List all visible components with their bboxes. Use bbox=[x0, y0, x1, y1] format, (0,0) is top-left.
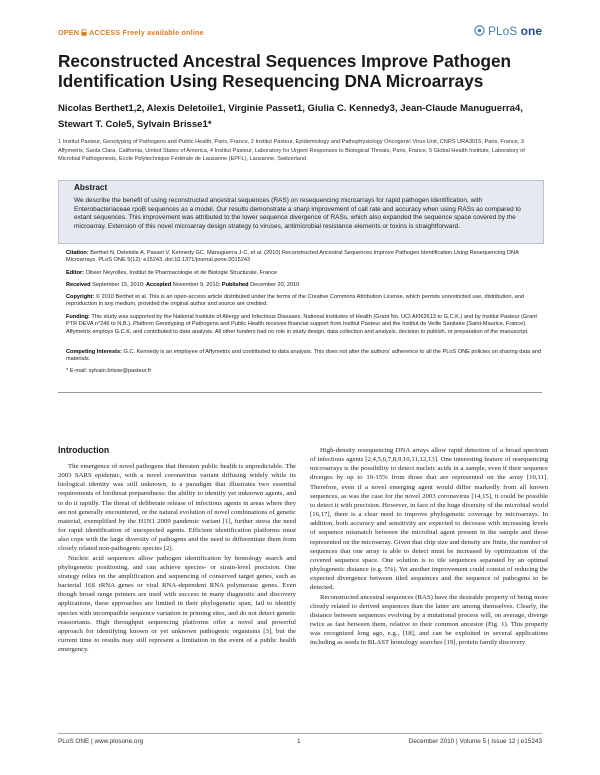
funding-line: Funding: This study was supported by the National Institute of Allergy and Infectious Diseases, National Institutes of Health (Grant No. UCI AI062613 to G.C.K.) and by Institut Pasteur (Grant PTR DEVA n°246 to N.B.). Platform Genotyping of Pathogens and Public Health receives financial support from Institut Pasteur and the Institut de Veille Sanitaire (Saint-Maurice, France). Affymetrix employs G.C.K. and contributed to data analysis. All other funders had no role in study design, data collection and analysis, decision to publish, or preparation of the manuscript. bbox=[66, 314, 537, 335]
citation-line: Citation: Berthet N, Deletoile A, Passet V, Kennedy GC, Manuguerra J-C, et al. (2010) Reconstructed Ancestral Sequences Improve Pathogen Identification Using Resequencing DNA Microarrays. PLoS ONE 5(12): e15243. doi:10.1371/journal.pone.0015243 bbox=[66, 250, 519, 264]
meta-divider bbox=[58, 392, 542, 393]
paragraph: The emergence of novel pathogens that threaten public health is unpredictable. The 2003 SARS epidemic, with a novel coronavirus variant diffusing widely while its biological identity was still unknown, is a paradigm that illustrates two essential requirements of biothreat preparedness: the ability to identify yet unknown agents, and to do it rapidly. The threat of deliberate release of infectious agents in areas where they are not generally encountered, or the natural evolution of novel combinations of genetic material, exemplified by the H1N1 2009 pandemic variant [1], further stress the need for rapid identification of unexpected agents. Efficient identification platforms must also cope with the large diversity of pathogens and the need to differentiate them from closely related non-pathogenic species [2]. bbox=[58, 463, 296, 553]
footer-page-number: 1 bbox=[297, 738, 301, 745]
intro-right-column bbox=[310, 446, 548, 647]
author-list: Nicolas Berthet1,2, Alexis Deletoile1, Virginie Passet1, Giulia C. Kennedy3, Jean-Claude Manuguerra4, Stewart T. Cole5, Sylvain Brisse1* bbox=[58, 103, 523, 130]
copyright-line: Copyright: © 2010 Berthet et al. This is an open-access article distributed under the terms of the Creative Commons Attribution License, which permits unrestricted use, distribution, and reproduction in any medium, provided the original author and source are credited. bbox=[66, 294, 524, 308]
introduction-heading: Introduction bbox=[58, 445, 110, 455]
footer-divider bbox=[58, 733, 542, 734]
abstract-heading: Abstract bbox=[74, 183, 108, 192]
article-title: Reconstructed Ancestral Sequences Improve Pathogen Identification Using Resequencing DNA Microarrays bbox=[58, 51, 512, 91]
paragraph: Reconstructed ancestral sequences (RAS) have the desirable property of being more closely related to derived sequences than the latter are among themselves. Clearly, the distance between sequences evolving by a mutational process will, on average, diverge twice as fast between them, relative to their common ancestor (Fig. 1). This property was recognized long ago, e.g., [18], and can be exploited in several applications including as seeds in BLAST homology searches [19], protein family discovery bbox=[310, 593, 548, 647]
open-lock-icon bbox=[81, 29, 87, 36]
email-line: * E-mail: sylvain.brisse@pasteur.fr bbox=[66, 368, 152, 374]
footer-journal: PLoS ONE | www.plosone.org bbox=[58, 738, 144, 745]
abstract-text: We describe the benefit of using reconstructed ancestral sequences (RAS) on resequencing microarrays for rapid pathogen identification, with Enterobacteriaceae rpoB sequences as a model. Our results demonstrate a sharp improvement of call rate and accuracy when using RASs as compared to extant sequences. This improvement was attributed to the lower sequence divergence of RASs, which also expanded the sequence space covered by the microarray. Extension of this novel microarray design strategy to viruses, antimicrobial resistance elements or toxins is straightforward. bbox=[74, 197, 521, 230]
plos-one-logo: PLoS one bbox=[474, 24, 542, 38]
intro-left-column bbox=[58, 462, 296, 654]
affiliations: 1 Institut Pasteur, Genotyping of Pathogens and Public Health, Paris, France, 2 Institut Pasteur, Epidemiology and Pathophysiology Oncogenic Virus Unit, CNRS URA3015, Paris, France, 3 Affymetrix, Santa Clara, California, United States of America, 4 Institut Pasteur, Laboratory for Urgent Responses to Biological Threats, Paris, France, 5 Global Health Institute, Laboratory of Microbial Pathogenesis, Ecole Polytechnique Fédérale de Lausanne (EPFL), Lausanne, Switzerland bbox=[58, 139, 525, 163]
logo-circle-icon bbox=[474, 24, 485, 38]
open-access-banner: OPEN ACCESS Freely available online bbox=[58, 28, 204, 37]
dates-line: Received September 15, 2010; Accepted November 9, 2010; Published December 20, 2010 bbox=[66, 282, 300, 288]
paragraph: Nucleic acid sequences allow pathogen identification by homology search and phylogenetic positioning, and can achieve species- or strain-level precision. One strategy relies on the amplification and sequencing of conserved target genes, such as bacterial 16S rRNA genes or viral RNA-dependent RNA polymerase genes. Even though broad range primers are used with success in many diagnostic and discovery applications, these approaches are limited in their phylogenetic span, fail to identify species with incompatible sequence variation in priming sites, and do not detect genetic reassortants. High throughput sequencing platforms offer a novel and powerful approach for identifying known or yet unknown pathogenic organisms [3], but the current time to results may still represent a limitation in the event of a public health emergency. bbox=[58, 554, 296, 654]
editor-line: Editor: Olivier Neyrolles, Institut de Pharmacologie et de Biologie Structurale, France bbox=[66, 270, 278, 276]
competing-interests-line: Competing Interests: G.C. Kennedy is an employee of Affymetrix and contributed to data analysis. This does not alter the authors' adherence to all the PLoS ONE policies on sharing data and materials. bbox=[66, 349, 542, 363]
paragraph: High-density resequencing DNA arrays allow rapid detection of a broad spectrum of infectious agents [2,4,5,6,7,8,9,10,11,12,13]. One interesting feature of resequencing microarrays is the possibility to detect nucleic acids in a sample, even if their sequence diverges by up to 10-15% from those that are represented on the array [10,11]. Therefore, even if a novel emerging agent would differ markedly from all known sequences, as was the case for the novel 2003 coronavirus [14,15], it could be possible to detect it with precision. However, in face of the huge diversity of the microbial world [16,17], there is a clear need to improve phylogenetic coverage by microarrays. In addition, both accuracy and sensitivity are expected to decrease with increasing levels of sequence mismatch between the microbial agent present in the sample and those represented on the microarray. Given that chip size and density are finite, the number of sequences that one array is able to detect must be increased by optimization of the covered sequence space. One solution is to tile sequences separated by an optimal phylogenetic distance (e.g. 5%). Yet another improvement could consist of reducing the expected divergence between tiled sequences and the sequence of pathogens to be detected. bbox=[310, 447, 548, 592]
footer-issue: December 2010 | Volume 5 | Issue 12 | e15243 bbox=[408, 738, 542, 745]
